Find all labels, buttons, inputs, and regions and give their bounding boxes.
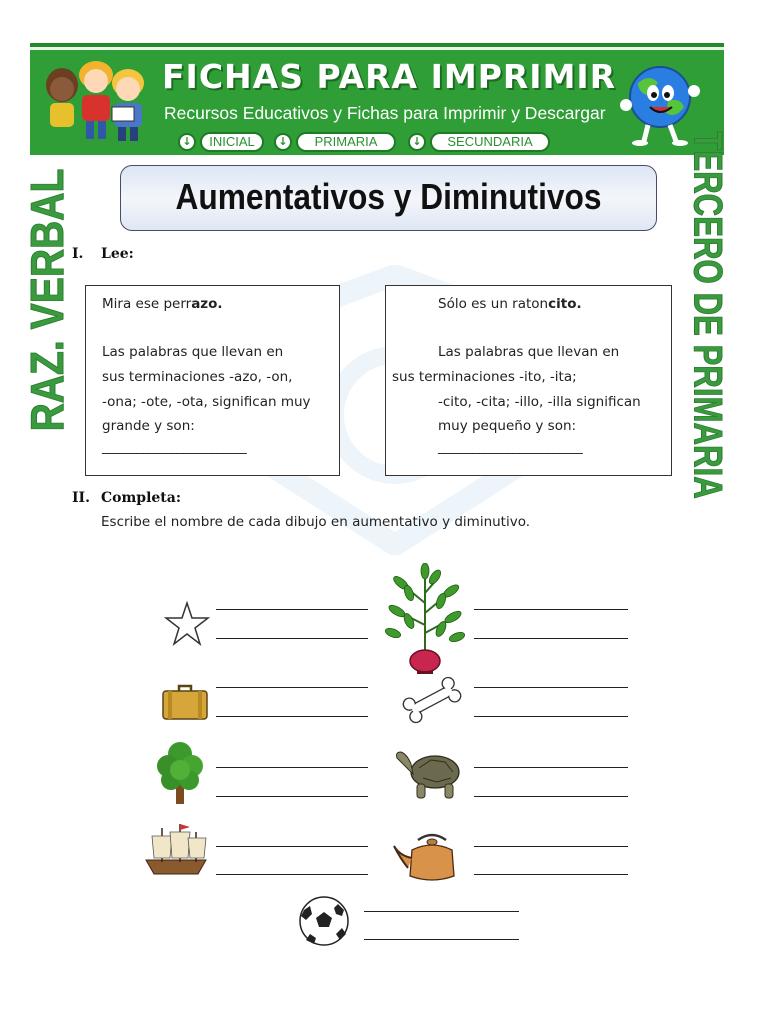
turtle-icon — [393, 744, 467, 802]
section-1-number: I. — [72, 246, 84, 262]
subject-label: RAZ. VERBAL — [21, 168, 73, 432]
secundaria-download-icon: ↓ — [408, 133, 426, 151]
answer-line[interactable] — [364, 939, 519, 940]
rule-line: -ona; -ote, -ota, significan muy — [102, 394, 311, 410]
title-box — [120, 165, 657, 231]
answer-line[interactable] — [474, 767, 628, 768]
suitcase-icon — [160, 683, 210, 723]
site-subtitle: Recursos Educativos y Fichas para Imprimir y Descargar — [164, 103, 606, 123]
rule-line: Las palabras que llevan en — [102, 344, 284, 360]
level-button-primaria[interactable]: PRIMARIA — [296, 132, 396, 152]
read-box-augmentative — [85, 285, 340, 476]
primaria-download-icon: ↓ — [274, 133, 292, 151]
rule-line: muy pequeño y son: — [438, 418, 577, 434]
ship-icon — [140, 822, 212, 878]
answer-line[interactable] — [474, 687, 628, 688]
bone-icon — [398, 676, 466, 724]
kettle-icon — [392, 828, 464, 884]
answer-line[interactable] — [216, 638, 368, 639]
rule-line: grande y son: — [102, 418, 195, 434]
rule-line: sus terminaciones -azo, -on, — [102, 369, 293, 385]
page-title: Aumentativos y Diminutivos — [175, 176, 602, 217]
answer-blank[interactable]: _________________________ — [438, 439, 582, 455]
answer-line[interactable] — [474, 796, 628, 797]
section-2-heading: Completa: — [101, 490, 182, 506]
example-sentence: Mira ese perrazo. — [102, 296, 223, 312]
answer-line[interactable] — [216, 767, 368, 768]
answer-line[interactable] — [216, 874, 368, 875]
rule-line: -cito, -cita; -illo, -illa significan — [438, 394, 641, 410]
answer-line[interactable] — [474, 638, 628, 639]
kids-illustration — [36, 55, 156, 147]
example-sentence: Sólo es un ratoncito. — [438, 296, 582, 312]
plant-icon — [383, 563, 467, 675]
answer-line[interactable] — [474, 874, 628, 875]
answer-line[interactable] — [216, 796, 368, 797]
soccer-ball-icon — [296, 894, 352, 948]
answer-line[interactable] — [216, 687, 368, 688]
answer-line[interactable] — [474, 716, 628, 717]
level-button-secundaria[interactable]: SECUNDARIA — [430, 132, 550, 152]
answer-blank[interactable]: _________________________ — [102, 439, 246, 455]
answer-line[interactable] — [216, 609, 368, 610]
section-2-number: II. — [72, 490, 90, 506]
answer-line[interactable] — [364, 911, 519, 912]
header-banner — [30, 43, 724, 155]
answer-line[interactable] — [216, 716, 368, 717]
grade-label: TERCERO DE PRIMARIA — [685, 131, 730, 499]
tree-icon — [155, 740, 205, 806]
answer-line[interactable] — [474, 609, 628, 610]
answer-line[interactable] — [216, 846, 368, 847]
star-icon — [163, 600, 211, 646]
answer-line[interactable] — [474, 846, 628, 847]
rule-line: Las palabras que llevan en — [438, 344, 620, 360]
site-title: FICHAS PARA IMPRIMIR — [162, 57, 617, 96]
section-2-instruction: Escribe el nombre de cada dibujo en aumentativo y diminutivo. — [101, 514, 531, 530]
inicial-download-icon: ↓ — [178, 133, 196, 151]
read-box-diminutive — [385, 285, 672, 476]
section-1-heading: Lee: — [101, 246, 134, 262]
rule-line: sus terminaciones -ito, -ita; — [392, 369, 577, 385]
level-button-inicial[interactable]: INICIAL — [200, 132, 264, 152]
